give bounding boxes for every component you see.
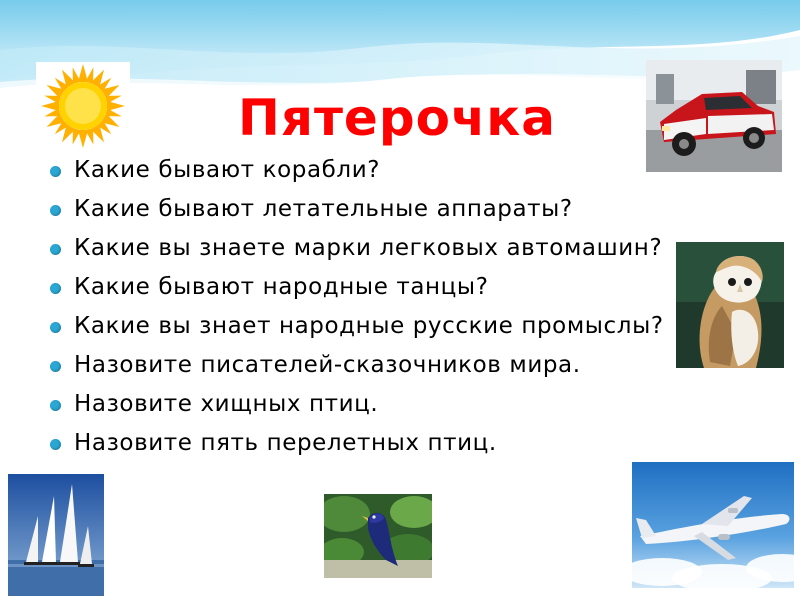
sun-icon — [36, 62, 130, 150]
bullet-icon — [50, 439, 61, 450]
question-list — [48, 154, 688, 466]
list-item-text: Назовите пять перелетных птиц. — [74, 430, 497, 456]
list-item-text: Какие бывают корабли? — [74, 157, 381, 183]
list-item — [48, 193, 688, 226]
bullet-icon — [50, 205, 61, 216]
bullet-icon — [50, 322, 61, 333]
bullet-icon — [50, 361, 61, 372]
airplane-photo — [632, 462, 794, 588]
bullet-icon — [50, 283, 61, 294]
bullet-icon — [50, 166, 61, 177]
slide-title: Пятерочка — [238, 89, 556, 147]
sailboats-photo — [8, 474, 104, 596]
list-item — [48, 427, 688, 460]
list-item — [48, 271, 688, 304]
list-item — [48, 154, 688, 187]
red-car-photo — [646, 60, 782, 172]
list-item-text: Назовите писателей-сказочников мира. — [74, 352, 581, 378]
bullet-icon — [50, 400, 61, 411]
list-item — [48, 349, 688, 382]
owl-photo — [676, 242, 784, 368]
list-item-text: Какие вы знаете марки легковых автомашин? — [74, 235, 663, 261]
list-item-text: Назовите хищных птиц. — [74, 391, 379, 417]
list-item — [48, 232, 688, 265]
list-item-text: Какие бывают летательные аппараты? — [74, 196, 573, 222]
list-item-text: Какие вы знает народные русские промыслы? — [74, 313, 664, 339]
blue-bird-photo — [324, 494, 432, 578]
list-item-text: Какие бывают народные танцы? — [74, 274, 489, 300]
list-item — [48, 388, 688, 421]
list-item — [48, 310, 688, 343]
bullet-icon — [50, 244, 61, 255]
